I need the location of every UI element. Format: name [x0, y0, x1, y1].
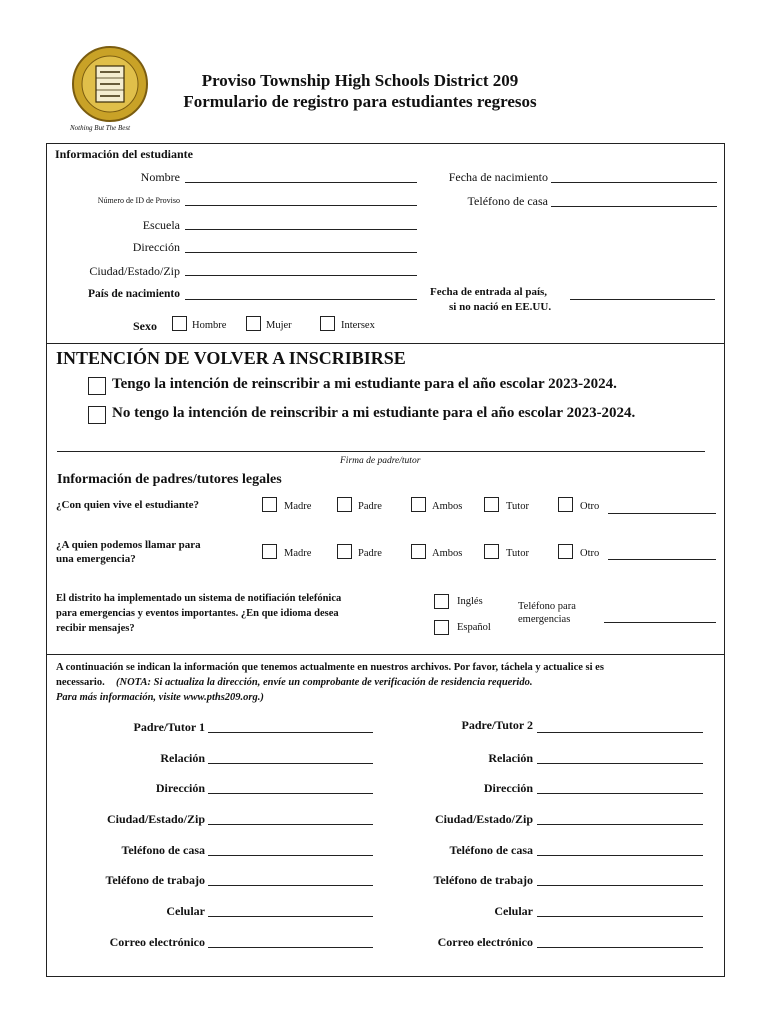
intent-no-checkbox[interactable]	[88, 406, 106, 424]
birth-country-field[interactable]	[185, 299, 417, 300]
guardian2-city-field[interactable]	[537, 824, 703, 825]
intent-yes-checkbox[interactable]	[88, 377, 106, 395]
sex-female-label: Mujer	[266, 320, 292, 331]
birth-date-label: Fecha de nacimiento	[448, 170, 548, 184]
guardian2-relation-label: Relación	[488, 751, 533, 765]
guardian1-label: Padre/Tutor 1	[133, 720, 205, 734]
logo-motto: Nothing But The Best	[70, 124, 131, 132]
home-phone-label: Teléfono de casa	[467, 194, 548, 208]
address-field[interactable]	[185, 252, 417, 253]
emergency-mother-checkbox[interactable]	[262, 544, 277, 559]
school-label: Escuela	[142, 218, 180, 232]
name-label: Nombre	[140, 170, 180, 184]
guardian1-relation-field[interactable]	[208, 763, 373, 764]
lives-with-father-checkbox[interactable]	[337, 497, 352, 512]
records-intro-1: A continuación se indican la información que tenemos actualmente en nuestros archivos. Por favor, táchela y actualice si es	[56, 662, 604, 673]
intent-yes-label: Tengo la intención de reinscribir a mi estudiante para el año escolar 2023-2024.	[112, 376, 617, 392]
sex-label: Sexo	[133, 319, 157, 333]
guardian1-cell-label: Celular	[166, 904, 205, 918]
emergency-guardian-label: Tutor	[506, 548, 529, 559]
guardian2-email-field[interactable]	[537, 947, 703, 948]
emergency-father-label: Padre	[358, 548, 382, 559]
language-spanish-checkbox[interactable]	[434, 620, 449, 635]
entry-date-label-1: Fecha de entrada al país,	[430, 286, 548, 298]
lives-with-mother-label: Madre	[284, 501, 312, 512]
section-divider	[46, 654, 725, 655]
lives-with-label: ¿Con quien vive el estudiante?	[56, 499, 200, 511]
birth-country-label: País de nacimiento	[88, 288, 180, 300]
emergency-both-label: Ambos	[432, 548, 463, 559]
lives-with-both-label: Ambos	[432, 501, 463, 512]
signature-line[interactable]	[57, 451, 705, 452]
language-english-label: Inglés	[457, 596, 483, 607]
emergency-contact-label-1: ¿A quien podemos llamar para	[56, 539, 201, 551]
title-line-1: Proviso Township High Schools District 209	[201, 71, 519, 90]
sex-intersex-label: Intersex	[341, 320, 375, 331]
guardians-section-title: Información de padres/tutores legales	[57, 472, 282, 487]
lives-with-other-field[interactable]	[608, 513, 716, 514]
guardian2-home-phone-field[interactable]	[537, 855, 703, 856]
records-intro-2b: (NOTA: Si actualiza la dirección, envíe un comprobante de verificación de residencia requerido.	[116, 677, 533, 688]
name-field[interactable]	[185, 182, 417, 183]
emergency-phone-label-1: Teléfono para	[518, 601, 576, 612]
guardian2-city-label: Ciudad/Estado/Zip	[434, 812, 533, 826]
guardian2-cell-field[interactable]	[537, 916, 703, 917]
records-intro-3: Para más información, visite www.pths209.org.)	[56, 692, 264, 703]
guardian1-email-label: Correo electrónico	[109, 935, 205, 949]
guardian1-field[interactable]	[208, 732, 373, 733]
records-intro-2a: necessario.	[56, 677, 105, 688]
lives-with-mother-checkbox[interactable]	[262, 497, 277, 512]
sex-intersex-checkbox[interactable]	[320, 316, 335, 331]
emergency-phone-field[interactable]	[604, 622, 716, 623]
guardian1-address-field[interactable]	[208, 793, 373, 794]
emergency-phone-label-2: emergencias	[518, 614, 571, 625]
sex-female-checkbox[interactable]	[246, 316, 261, 331]
emergency-other-field[interactable]	[608, 559, 716, 560]
lives-with-guardian-label: Tutor	[506, 501, 529, 512]
guardian2-label: Padre/Tutor 2	[461, 718, 533, 732]
proviso-id-label: Número de ID de Proviso	[97, 196, 180, 205]
emergency-other-checkbox[interactable]	[558, 544, 573, 559]
school-field[interactable]	[185, 229, 417, 230]
emergency-mother-label: Madre	[284, 548, 312, 559]
language-english-checkbox[interactable]	[434, 594, 449, 609]
guardian2-cell-label: Celular	[494, 904, 533, 918]
emergency-other-label: Otro	[580, 548, 600, 559]
guardian1-home-phone-label: Teléfono de casa	[121, 843, 205, 857]
sex-male-checkbox[interactable]	[172, 316, 187, 331]
guardian1-address-label: Dirección	[155, 781, 205, 795]
section-divider	[46, 343, 725, 344]
guardian1-city-field[interactable]	[208, 824, 373, 825]
guardian1-cell-field[interactable]	[208, 916, 373, 917]
lives-with-other-checkbox[interactable]	[558, 497, 573, 512]
guardian2-email-label: Correo electrónico	[437, 935, 533, 949]
lives-with-guardian-checkbox[interactable]	[484, 497, 499, 512]
sex-male-label: Hombre	[192, 320, 227, 331]
guardian2-address-field[interactable]	[537, 793, 703, 794]
student-section-title: Información del estudiante	[55, 147, 193, 161]
city-state-zip-label: Ciudad/Estado/Zip	[89, 264, 180, 278]
emergency-both-checkbox[interactable]	[411, 544, 426, 559]
city-state-zip-field[interactable]	[185, 275, 417, 276]
guardian2-field[interactable]	[537, 732, 703, 733]
proviso-id-field[interactable]	[185, 205, 417, 206]
guardian2-relation-field[interactable]	[537, 763, 703, 764]
birth-date-field[interactable]	[551, 182, 717, 183]
lives-with-father-label: Padre	[358, 501, 382, 512]
guardian2-work-phone-label: Teléfono de trabajo	[433, 873, 533, 887]
guardian2-address-label: Dirección	[483, 781, 533, 795]
guardian1-work-phone-field[interactable]	[208, 885, 373, 886]
lives-with-both-checkbox[interactable]	[411, 497, 426, 512]
guardian1-relation-label: Relación	[160, 751, 205, 765]
guardian1-city-label: Ciudad/Estado/Zip	[106, 812, 205, 826]
language-spanish-label: Español	[457, 622, 491, 633]
guardian1-email-field[interactable]	[208, 947, 373, 948]
notification-text-1: El distrito ha implementado un sistema de notifiación telefónica	[56, 593, 342, 604]
intent-section-title: INTENCIÓN DE VOLVER A INSCRIBIRSE	[56, 348, 406, 368]
lives-with-other-label: Otro	[580, 501, 600, 512]
page-title	[120, 70, 600, 112]
guardian2-work-phone-field[interactable]	[537, 885, 703, 886]
home-phone-field[interactable]	[551, 206, 717, 207]
entry-date-field[interactable]	[570, 299, 715, 300]
entry-date-label-2: si no nació en EE.UU.	[449, 301, 552, 313]
intent-no-label: No tengo la intención de reinscribir a mi estudiante para el año escolar 2023-2024.	[112, 405, 636, 421]
signature-label: Firma de padre/tutor	[340, 456, 421, 466]
emergency-contact-label-2: una emergencia?	[56, 553, 136, 565]
notification-text-2: para emergencias y eventos importantes. ¿En que idioma desea	[56, 608, 339, 619]
guardian2-home-phone-label: Teléfono de casa	[449, 843, 533, 857]
guardian1-home-phone-field[interactable]	[208, 855, 373, 856]
emergency-guardian-checkbox[interactable]	[484, 544, 499, 559]
notification-text-3: recibir mensajes?	[56, 623, 135, 634]
title-line-2: Formulario de registro para estudiantes regresos	[183, 92, 537, 111]
address-label: Dirección	[132, 240, 180, 254]
guardian1-work-phone-label: Teléfono de trabajo	[105, 873, 205, 887]
emergency-father-checkbox[interactable]	[337, 544, 352, 559]
